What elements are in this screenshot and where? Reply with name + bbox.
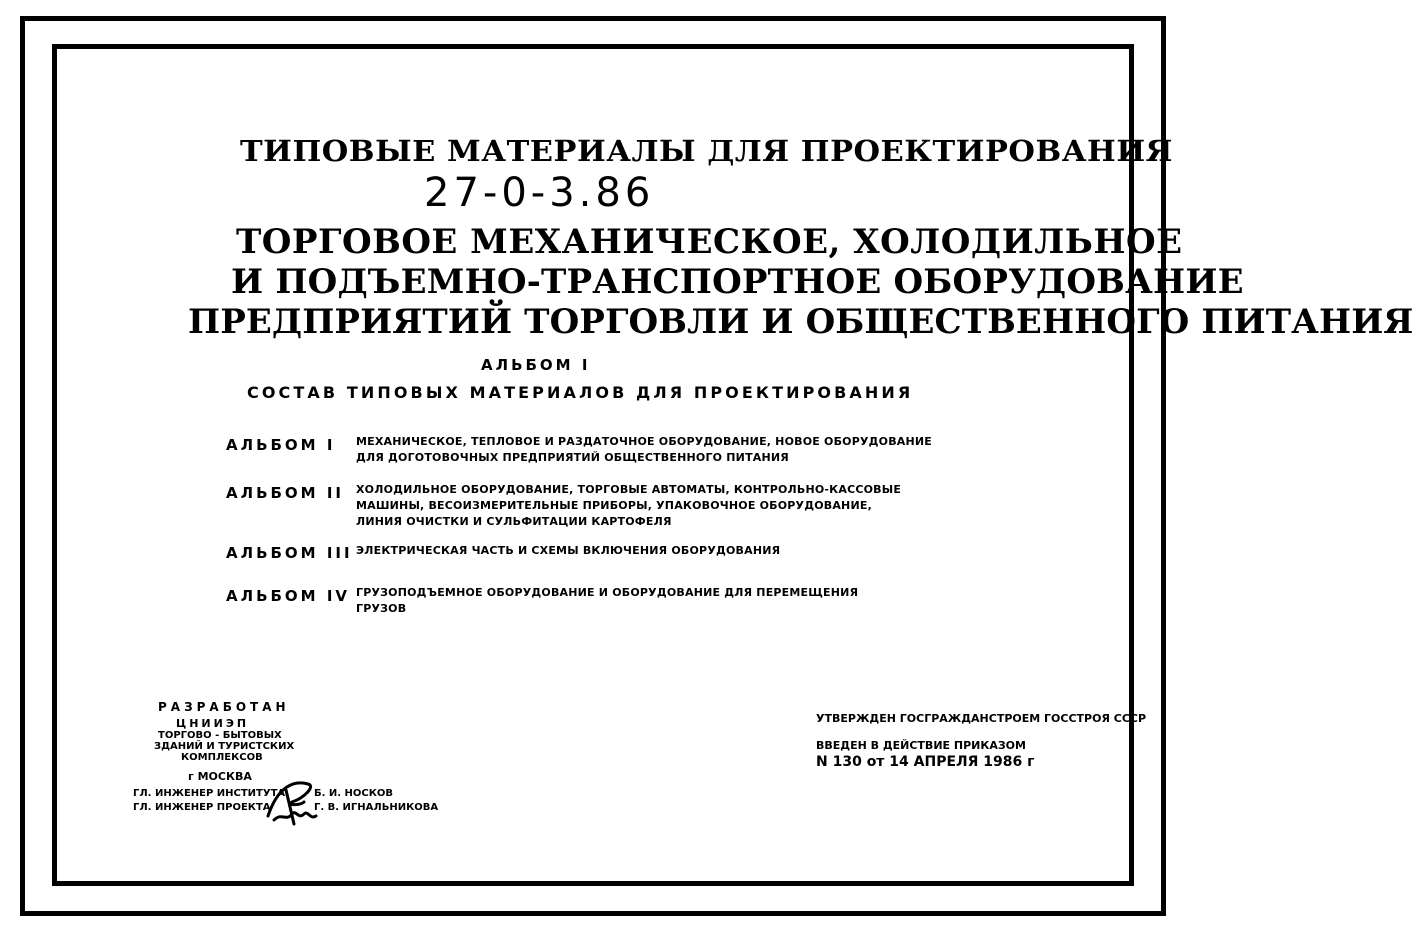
document-code: 27-0-3.86 [424, 170, 655, 216]
developer-org-line: ЗДАНИЙ И ТУРИСТСКИХ [154, 741, 295, 752]
title-line-3: ПРЕДПРИЯТИЙ ТОРГОВЛИ И ОБЩЕСТВЕННОГО ПИТАНИЯ [188, 302, 1414, 342]
order-reference: N 130 от 14 АПРЕЛЯ 1986 г [816, 754, 1035, 770]
album-name: АЛЬБОМ I [226, 436, 336, 454]
series-title: ТИПОВЫЕ МАТЕРИАЛЫ ДЛЯ ПРОЕКТИРОВАНИЯ [240, 134, 1174, 168]
album-description-line: ЭЛЕКТРИЧЕСКАЯ ЧАСТЬ И СХЕМЫ ВКЛЮЧЕНИЯ ОБОРУДОВАНИЯ [356, 544, 781, 557]
title-line-2: И ПОДЪЕМНО-ТРАНСПОРТНОЕ ОБОРУДОВАНИЕ [231, 262, 1244, 302]
composition-title: СОСТАВ ТИПОВЫХ МАТЕРИАЛОВ ДЛЯ ПРОЕКТИРОВАНИЯ [247, 383, 914, 402]
album-description-line: МАШИНЫ, ВЕСОИЗМЕРИТЕЛЬНЫЕ ПРИБОРЫ, УПАКОВОЧНОЕ ОБОРУДОВАНИЕ, [356, 499, 872, 512]
album-description-line: ЛИНИЯ ОЧИСТКИ И СУЛЬФИТАЦИИ КАРТОФЕЛЯ [356, 515, 672, 528]
album-description [356, 482, 901, 530]
album-description [356, 543, 780, 559]
signature-image [264, 776, 320, 828]
album-description-line: ГРУЗОВ [356, 602, 407, 615]
album-description [356, 434, 932, 466]
album-description [356, 585, 858, 617]
developer-org-line: ТОРГОВО - БЫТОВЫХ [158, 730, 282, 741]
approval-text: УТВЕРЖДЕН ГОСГРАЖДАНСТРОЕМ ГОССТРОЯ СССР [816, 712, 1147, 725]
album-name: АЛЬБОМ III [226, 544, 353, 562]
signatory-role: ГЛ. ИНЖЕНЕР ПРОЕКТА [133, 802, 271, 813]
signatory-role: ГЛ. ИНЖЕНЕР ИНСТИТУТА [133, 788, 286, 799]
album-description-line: ХОЛОДИЛЬНОЕ ОБОРУДОВАНИЕ, ТОРГОВЫЕ АВТОМАТЫ, КОНТРОЛЬНО-КАССОВЫЕ [356, 483, 902, 496]
album-name: АЛЬБОМ II [226, 484, 344, 502]
album-label: АЛЬБОМ I [481, 356, 591, 374]
developer-label: РАЗРАБОТАН [158, 700, 290, 714]
developer-org-short: ЦНИИЭП [176, 717, 250, 730]
signatory-name: Г. В. ИГНАЛЬНИКОВА [314, 802, 439, 813]
developer-org-line: КОМПЛЕКСОВ [181, 752, 263, 763]
enactment-text: ВВЕДЕН В ДЕЙСТВИЕ ПРИКАЗОМ [816, 739, 1026, 752]
album-description-line: ГРУЗОПОДЪЕМНОЕ ОБОРУДОВАНИЕ И ОБОРУДОВАНИЕ ДЛЯ ПЕРЕМЕЩЕНИЯ [356, 586, 859, 599]
album-description-line: МЕХАНИЧЕСКОЕ, ТЕПЛОВОЕ И РАЗДАТОЧНОЕ ОБОРУДОВАНИЕ, НОВОЕ ОБОРУДОВАНИЕ [356, 435, 933, 448]
signatory-name: Б. И. НОСКОВ [314, 788, 394, 799]
album-name: АЛЬБОМ IV [226, 587, 351, 605]
developer-city: г МОСКВА [188, 770, 252, 783]
album-description-line: ДЛЯ ДОГОТОВОЧНЫХ ПРЕДПРИЯТИЙ ОБЩЕСТВЕННОГО ПИТАНИЯ [356, 451, 789, 464]
title-line-1: ТОРГОВОЕ МЕХАНИЧЕСКОЕ, ХОЛОДИЛЬНОЕ [236, 222, 1183, 262]
